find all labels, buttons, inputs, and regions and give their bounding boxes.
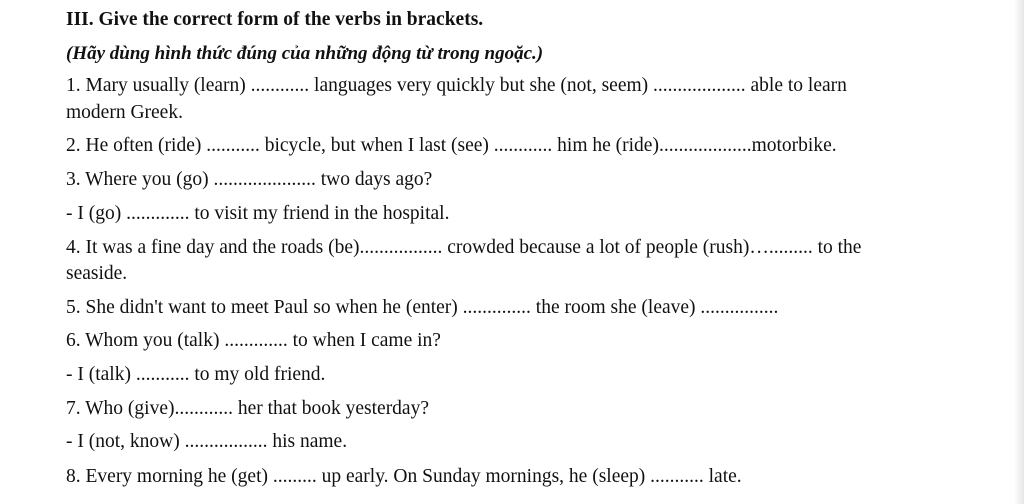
exercise-line-2: 2. He often (ride) ........... bicycle, but when I last (see) ............ him he (ride)...................motorbike. — [66, 135, 837, 156]
page-edge-shadow — [1014, 0, 1024, 504]
exercise-line-1-cont: modern Greek. — [66, 102, 183, 123]
exercise-line-1: 1. Mary usually (learn) ............ languages very quickly but she (not, seem) ................... able to learn — [66, 75, 847, 96]
exercise-line-5: 5. She didn't want to meet Paul so when he (enter) .............. the room she (leave) ................ — [66, 297, 779, 318]
exercise-heading: III. Give the correct form of the verbs in brackets. — [66, 9, 484, 30]
exercise-line-3: 3. Where you (go) ..................... two days ago? — [66, 169, 433, 190]
exercise-line-6-answer: - I (talk) ........... to my old friend. — [66, 364, 326, 385]
exercise-line-4: 4. It was a fine day and the roads (be)................. crowded because a lot of people (rush)…......... to the — [66, 237, 862, 258]
exercise-line-8: 8. Every morning he (get) ......... up early. On Sunday mornings, he (sleep) ........... late. — [66, 466, 742, 487]
exercise-line-7: 7. Who (give)............ her that book yesterday? — [66, 398, 429, 419]
exercise-line-3-answer: - I (go) ............. to visit my friend in the hospital. — [66, 203, 450, 224]
exercise-line-4-cont: seaside. — [66, 263, 128, 284]
exercise-line-6: 6. Whom you (talk) ............. to when I came in? — [66, 330, 441, 351]
exercise-line-7-answer: - I (not, know) ................. his name. — [66, 431, 348, 452]
exercise-subheading: (Hãy dùng hình thức đúng của những động từ trong ngoặc.) — [66, 43, 544, 64]
